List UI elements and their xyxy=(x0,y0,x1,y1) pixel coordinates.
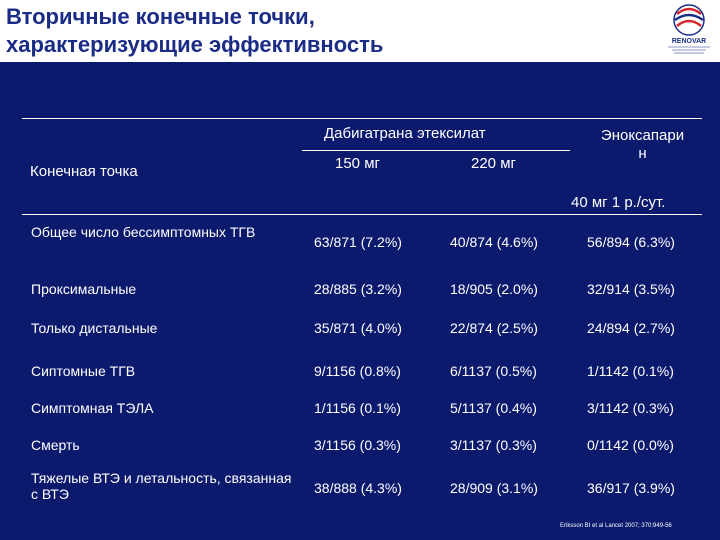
dose-150-header: 150 мг xyxy=(335,155,380,172)
table-header-rule xyxy=(22,214,702,215)
row-7-enoxaparin: 36/917 (3.9%) xyxy=(587,480,675,496)
row-4-dabigatran-150: 9/1156 (0.8%) xyxy=(314,363,401,379)
row-3-enoxaparin: 24/894 (2.7%) xyxy=(587,320,675,336)
enoxaparin-header: Эноксапари н xyxy=(600,127,685,162)
endpoint-header: Конечная точка xyxy=(30,163,138,180)
row-5-dabigatran-150: 1/1156 (0.1%) xyxy=(314,400,401,416)
renovar-logo xyxy=(664,2,714,58)
row-2-dabigatran-220: 18/905 (2.0%) xyxy=(450,281,538,297)
row-3-dabigatran-150: 35/871 (4.0%) xyxy=(314,320,402,336)
row-4-label: Сиптомные ТГВ xyxy=(31,363,136,379)
row-6-label: Смерть xyxy=(31,437,80,453)
row-6-enoxaparin: 0/1142 (0.0%) xyxy=(587,437,674,453)
row-6-dabigatran-150: 3/1156 (0.3%) xyxy=(314,437,401,453)
row-4-dabigatran-220: 6/1137 (0.5%) xyxy=(450,363,537,379)
dabigatran-group-rule xyxy=(302,150,570,151)
row-1-dabigatran-150: 63/871 (7.2%) xyxy=(314,234,402,250)
row-7-dabigatran-220: 28/909 (3.1%) xyxy=(450,480,538,496)
row-5-enoxaparin: 3/1142 (0.3%) xyxy=(587,400,674,416)
row-1-dabigatran-220: 40/874 (4.6%) xyxy=(450,234,538,250)
table-top-rule xyxy=(22,118,702,119)
row-3-dabigatran-220: 22/874 (2.5%) xyxy=(450,320,538,336)
row-6-dabigatran-220: 3/1137 (0.3%) xyxy=(450,437,537,453)
row-1-enoxaparin: 56/894 (6.3%) xyxy=(587,234,675,250)
dabigatran-header: Дабигатрана этексилат xyxy=(324,125,486,142)
row-1-label: Общее число бессимптомных ТГВ xyxy=(31,224,256,240)
row-5-dabigatran-220: 5/1137 (0.4%) xyxy=(450,400,537,416)
logo-emblem-icon xyxy=(664,2,714,58)
row-2-dabigatran-150: 28/885 (3.2%) xyxy=(314,281,402,297)
row-5-label: Симптомная ТЭЛА xyxy=(31,400,154,416)
dose-220-header: 220 мг xyxy=(471,155,516,172)
logo-wordmark: RENOVAR xyxy=(671,38,707,45)
enoxaparin-dose-header: 40 мг 1 р./сут. xyxy=(571,194,666,211)
row-2-enoxaparin: 32/914 (3.5%) xyxy=(587,281,675,297)
row-7-label: Тяжелые ВТЭ и летальность, связанная с ВТЭ xyxy=(31,470,292,502)
slide-title: Вторичные конечные точки, характеризующие эффективность xyxy=(6,4,384,57)
row-4-enoxaparin: 1/1142 (0.1%) xyxy=(587,363,674,379)
row-7-dabigatran-150: 38/888 (4.3%) xyxy=(314,480,402,496)
row-2-label: Проксимальные xyxy=(31,281,137,297)
row-3-label: Только дистальные xyxy=(31,320,158,336)
citation-footnote: Eriksson BI et al Lancet 2007; 370:949-56 xyxy=(560,523,672,529)
